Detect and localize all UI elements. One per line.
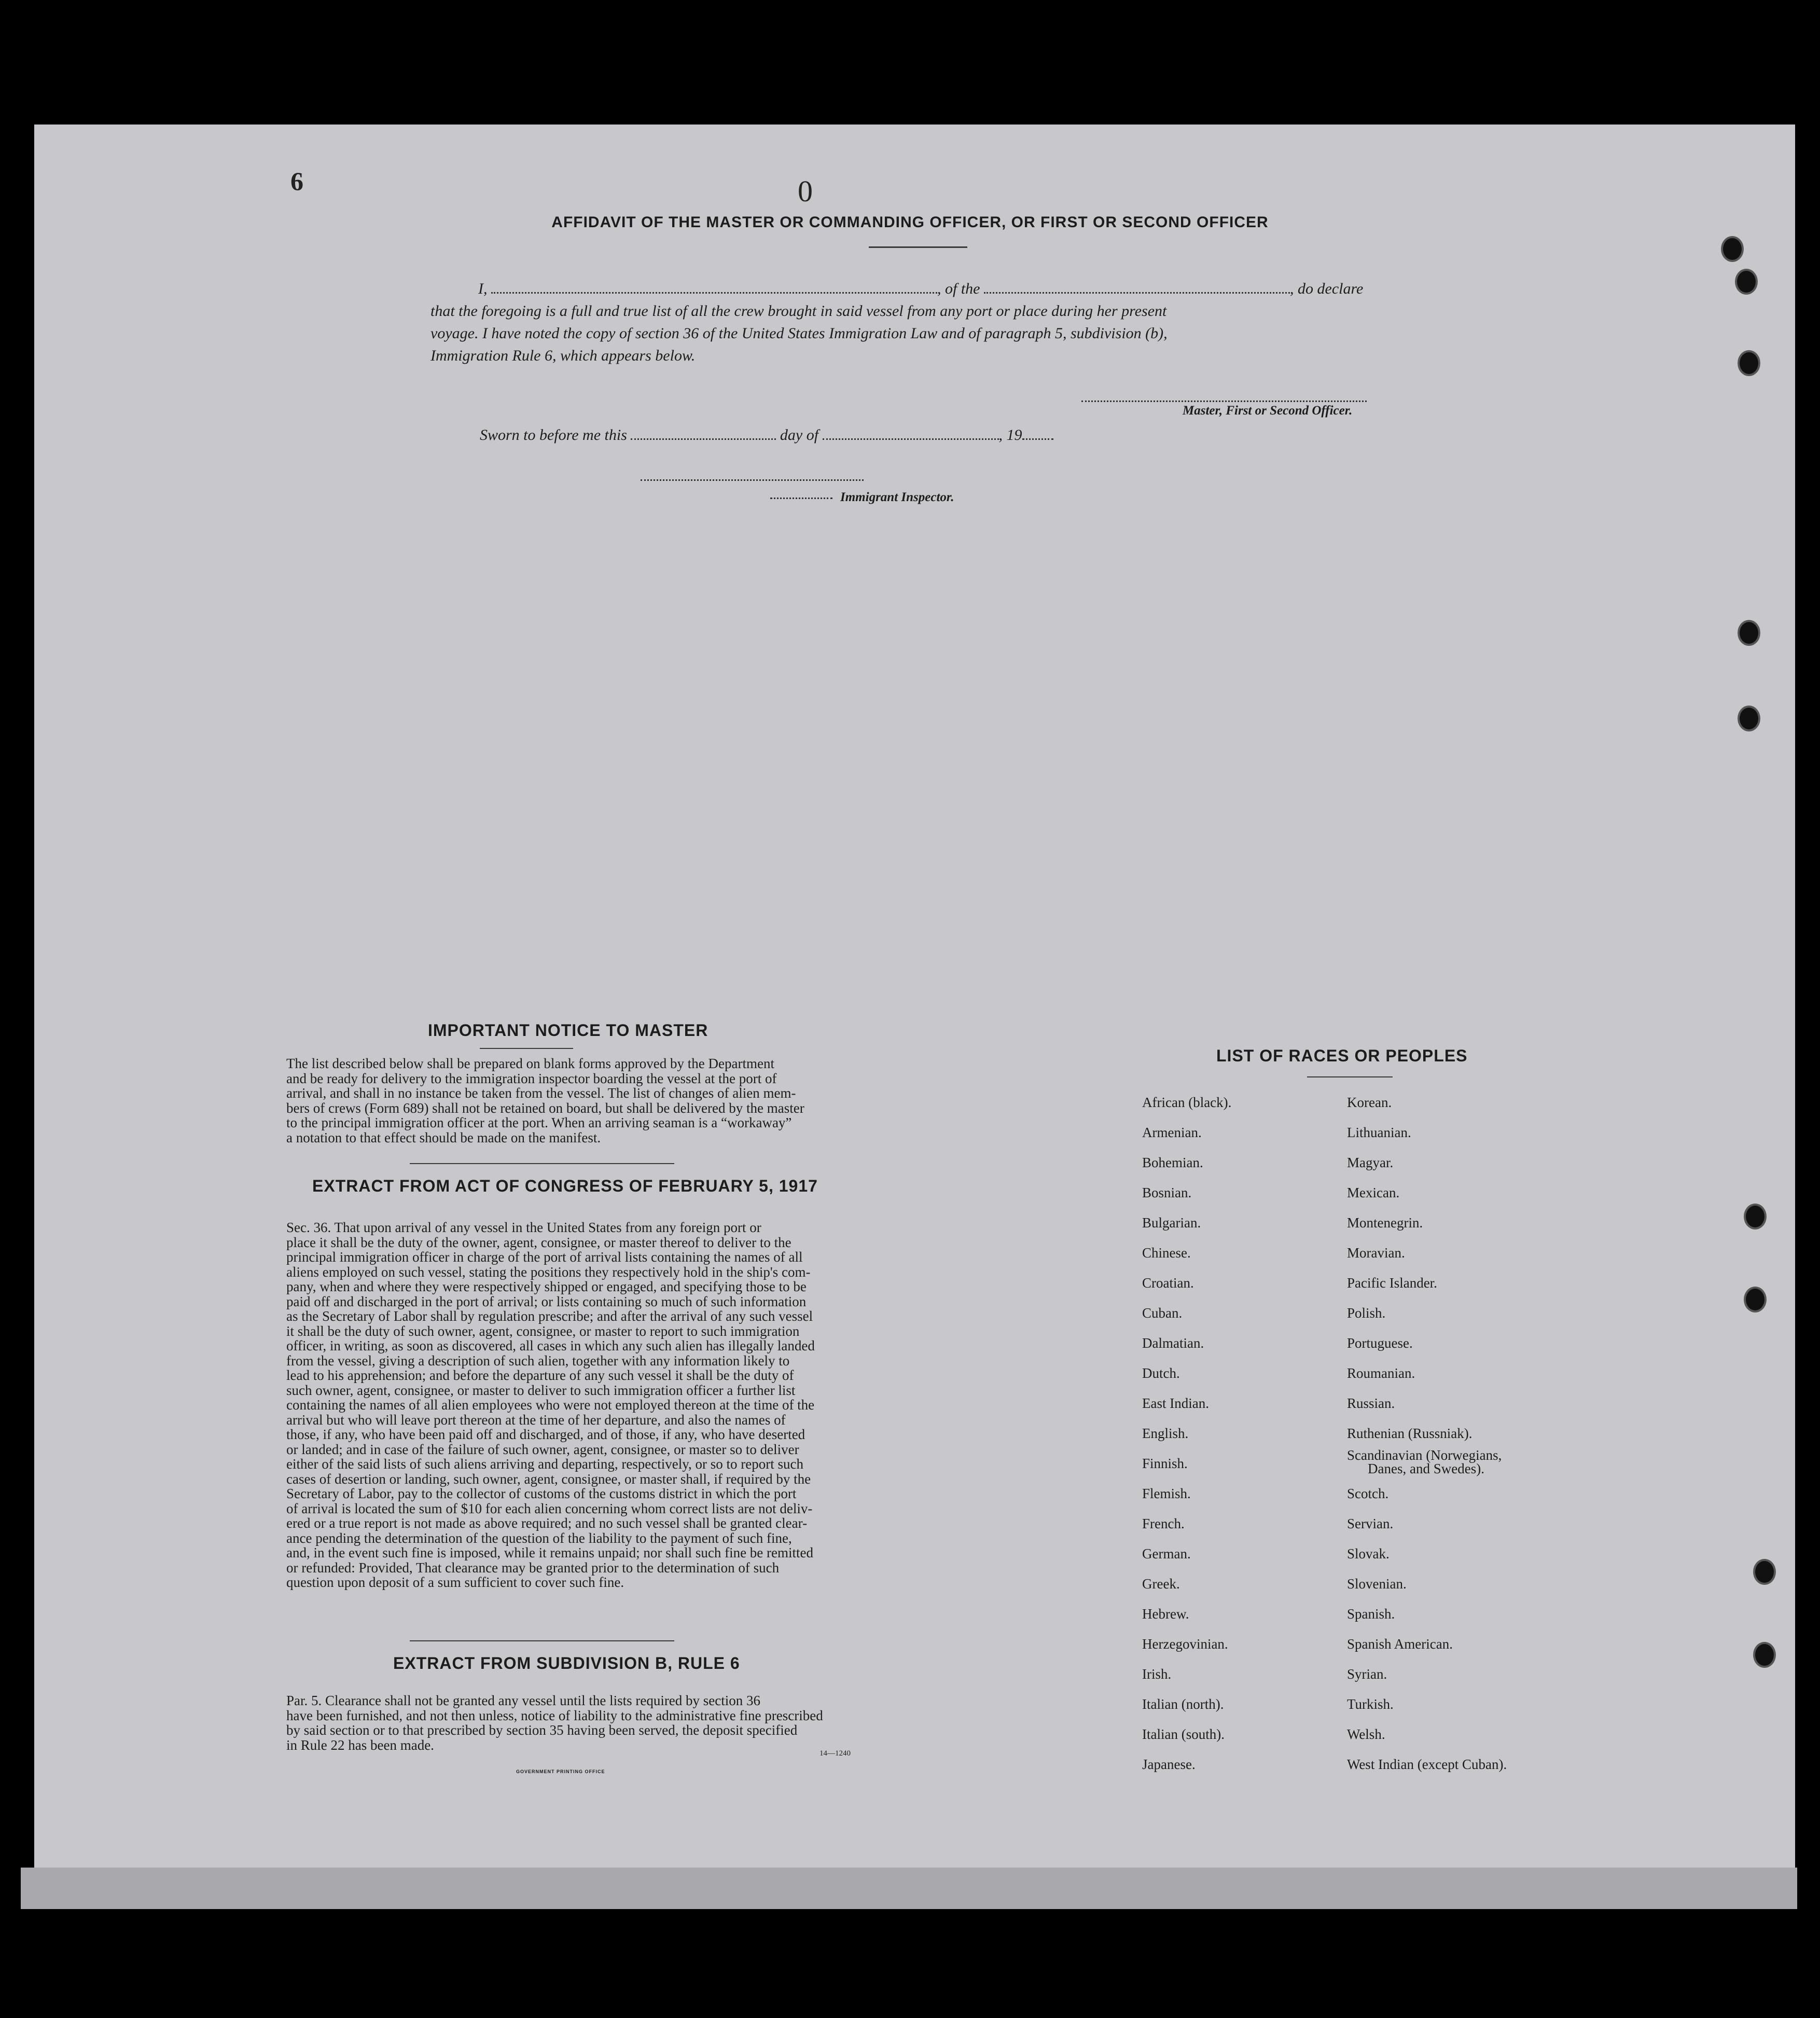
race-item: Pacific Islander.: [1347, 1275, 1437, 1291]
act-body: [286, 1220, 870, 1590]
notice-body: [286, 1056, 870, 1145]
race-item: Bohemian.: [1142, 1155, 1203, 1170]
race-item: Montenegrin.: [1347, 1215, 1423, 1231]
day-blank: [631, 436, 776, 440]
act-line: either of the said lists of such aliens arriving and departing, respectively, or so to report such: [286, 1456, 803, 1472]
race-item: Spanish.: [1347, 1606, 1395, 1622]
race-item: Chinese.: [1142, 1245, 1191, 1261]
notice-line: a notation to that effect should be made on the manifest.: [286, 1129, 601, 1145]
punch-hole: [1738, 706, 1760, 731]
race-item: English.: [1142, 1426, 1189, 1441]
affidavit-line-2: that the foregoing is a full and true list of all the crew brought in said vessel from any port or place during her present: [430, 302, 1167, 320]
race-item: Ruthenian (Russniak).: [1347, 1426, 1472, 1441]
rule-line: by said section or to that prescribed by section 35 having been served, the deposit specified: [286, 1722, 798, 1738]
name-blank: [491, 290, 937, 294]
inspector-dots: [770, 495, 832, 499]
rule-title: EXTRACT FROM SUBDIVISION B, RULE 6: [393, 1654, 740, 1673]
act-line: lead to his apprehension; and before the departure of any such vessel it shall be the duty of: [286, 1367, 794, 1383]
race-item: Lithuanian.: [1347, 1125, 1411, 1140]
notice-line: The list described below shall be prepared on blank forms approved by the Department: [286, 1056, 774, 1071]
race-item: Irish.: [1142, 1666, 1172, 1682]
rule-line: have been furnished, and not then unless, notice of liability to the administrative fine prescribed: [286, 1707, 823, 1723]
race-item: Italian (south).: [1142, 1726, 1225, 1742]
act-title: EXTRACT FROM ACT OF CONGRESS OF FEBRUARY 5, 1917: [312, 1177, 818, 1195]
race-item: Polish.: [1347, 1305, 1386, 1321]
inspector-caption: Immigrant Inspector.: [840, 490, 954, 504]
race-item: Hebrew.: [1142, 1606, 1189, 1622]
rule-line: Par. 5. Clearance shall not be granted any vessel until the lists required by section 36: [286, 1693, 761, 1708]
race-item: Turkish.: [1347, 1696, 1394, 1712]
race-item: Herzegovinian.: [1142, 1636, 1228, 1652]
act-line: ance pending the determination of the question of the liability to the payment of such fine,: [286, 1530, 792, 1546]
sworn-line: [480, 426, 1053, 444]
races-rule: [1307, 1076, 1393, 1077]
punch-hole: [1753, 1559, 1776, 1585]
race-item: Servian.: [1347, 1516, 1394, 1531]
race-item: Portuguese.: [1347, 1335, 1413, 1351]
act-line: officer, in writing, as soon as discovered, all cases in which any such alien has illegally landed: [286, 1338, 815, 1353]
act-line: or refunded: Provided, That clearance may be granted prior to the determination of such: [286, 1559, 780, 1575]
affidavit-line-3: voyage. I have noted the copy of section 36 of the United States Immigration Law and of paragraph 5, subdivision (b),: [430, 325, 1168, 342]
act-line: and, in the event such fine is imposed, while it remains unpaid; nor shall such fine be remitted: [286, 1545, 814, 1560]
notice-title: IMPORTANT NOTICE TO MASTER: [428, 1021, 708, 1040]
sheet-edge: [21, 1868, 1797, 1909]
race-item: Slovak.: [1347, 1546, 1390, 1561]
act-line: those, if any, who have been paid off and discharged, and of those, if any, who have deserted: [286, 1427, 805, 1442]
form-number: 14—1240: [819, 1749, 851, 1758]
i-label: I,: [478, 280, 488, 297]
act-line: aliens employed on such vessel, stating the positions they respectively hold in the ship's com-: [286, 1264, 811, 1280]
act-line: from the vessel, giving a description of such alien, together with any information likely to: [286, 1352, 790, 1369]
race-item: Cuban.: [1142, 1305, 1183, 1321]
year-label: , 19: [998, 426, 1022, 444]
act-line: question upon deposit of a sum sufficient to cover such fine.: [286, 1574, 624, 1590]
race-item: Armenian.: [1142, 1125, 1202, 1140]
race-item: African (black).: [1142, 1095, 1232, 1110]
act-line: principal immigration officer in charge of the port of arrival lists containing the names of all: [286, 1249, 803, 1265]
race-item: Moravian.: [1347, 1245, 1405, 1261]
race-item: Mexican.: [1347, 1185, 1400, 1200]
notice-line: to the principal immigration officer at the port. When an arriving seaman is a “workaway”: [286, 1115, 792, 1130]
affidavit-title: AFFIDAVIT OF THE MASTER OR COMMANDING OFFICER, OR FIRST OR SECOND OFFICER: [551, 214, 1269, 231]
notice-line: bers of crews (Form 689) shall not be retained on board, but shall be delivered by the master: [286, 1100, 804, 1116]
act-divider: [410, 1640, 674, 1641]
document-sheet: [34, 125, 1795, 1868]
rule-line: in Rule 22 has been made.: [286, 1737, 434, 1753]
act-line: or landed; and in case of the failure of such owner, agent, consignee, or master so to deliver: [286, 1441, 799, 1457]
race-item: Flemish.: [1142, 1486, 1191, 1501]
act-line: pany, when and where they were respectively shipped or engaged, and specifying those to be: [286, 1279, 807, 1294]
of-the-label: , of the: [937, 280, 980, 297]
race-item-scandinavian: [1347, 1448, 1502, 1475]
act-line: place it shall be the duty of the owner, agent, consignee, or master thereof to deliver to the: [286, 1234, 791, 1250]
race-item-continuation: Danes, and Swedes).: [1368, 1461, 1484, 1476]
race-item: Dutch.: [1142, 1365, 1180, 1381]
race-item: Spanish American.: [1347, 1636, 1453, 1652]
race-item: Finnish.: [1142, 1456, 1188, 1471]
punch-hole: [1744, 1204, 1767, 1229]
signature-caption: Master, First or Second Officer.: [1183, 404, 1353, 418]
race-item: East Indian.: [1142, 1395, 1209, 1411]
affidavit-line-4: Immigration Rule 6, which appears below.: [430, 347, 696, 364]
notice-line: arrival, and shall in no instance be taken from the vessel. The list of changes of alien mem-: [286, 1085, 796, 1101]
races-title: LIST OF RACES OR PEOPLES: [1216, 1046, 1468, 1065]
act-line: cases of desertion or landing, such owner, agent, consignee, or master shall, if required by the: [286, 1471, 811, 1487]
race-item: Scandinavian (Norwegians,: [1347, 1447, 1502, 1463]
race-item: Bulgarian.: [1142, 1215, 1201, 1231]
race-item: Korean.: [1347, 1095, 1392, 1110]
notice-line: and be ready for delivery to the immigration inspector boarding the vessel at the port of: [286, 1070, 777, 1086]
act-line: as the Secretary of Labor shall by regulation prescribe; and after the arrival of any such vessel: [286, 1308, 813, 1324]
act-line: of arrival is located the sum of $10 for each alien concerning whom correct lists are not deliv-: [286, 1500, 813, 1516]
race-item: Scotch.: [1347, 1486, 1389, 1501]
race-item: Slovenian.: [1347, 1576, 1407, 1592]
act-line: it shall be the duty of such owner, agent, consignee, or master to report to such immigration: [286, 1323, 800, 1339]
punch-hole: [1753, 1642, 1776, 1668]
inspector-line: [641, 477, 864, 481]
month-blank: [823, 436, 999, 440]
act-line: containing the names of all alien employees who were not employed thereon at the time of the: [286, 1397, 815, 1413]
race-item: Greek.: [1142, 1576, 1180, 1592]
do-declare-label: , do declare: [1290, 280, 1364, 297]
vessel-blank: [984, 290, 1290, 294]
signature-line: [1081, 398, 1367, 402]
race-item: Welsh.: [1347, 1726, 1385, 1742]
rule-body: [286, 1693, 870, 1752]
race-item: Bosnian.: [1142, 1185, 1192, 1200]
punch-hole: [1744, 1287, 1767, 1312]
punch-hole: [1735, 269, 1758, 295]
race-item: Roumanian.: [1347, 1365, 1415, 1381]
race-item: Dalmatian.: [1142, 1335, 1204, 1351]
notice-divider: [410, 1163, 674, 1164]
notice-rule: [480, 1048, 573, 1049]
race-item: French.: [1142, 1516, 1185, 1531]
race-item: Japanese.: [1142, 1757, 1196, 1772]
punch-hole: [1738, 350, 1760, 376]
page-center-mark: 0: [798, 174, 813, 208]
act-line: such owner, agent, consignee, or master to deliver to such immigration officer a further list: [286, 1382, 796, 1398]
year-blank: [1022, 436, 1053, 440]
printer-imprint: GOVERNMENT PRINTING OFFICE: [516, 1769, 605, 1774]
punch-hole: [1721, 236, 1744, 262]
race-item: Italian (north).: [1142, 1696, 1224, 1712]
page-number-mark: 6: [290, 167, 303, 196]
race-item: German.: [1142, 1546, 1191, 1561]
race-item: West Indian (except Cuban).: [1347, 1757, 1507, 1772]
affidavit-statement: [430, 278, 1411, 367]
day-of-label: day of: [780, 426, 819, 444]
punch-hole: [1738, 620, 1760, 646]
race-item: Croatian.: [1142, 1275, 1194, 1291]
race-item: Syrian.: [1347, 1666, 1387, 1682]
title-rule: [869, 246, 967, 248]
sworn-label: Sworn to before me this: [480, 426, 627, 444]
race-item: Magyar.: [1347, 1155, 1394, 1170]
act-line: arrival but who will leave port thereon at the time of her departure, and also the names of: [286, 1412, 786, 1428]
act-line: paid off and discharged in the port of arrival; or lists containing so much of such information: [286, 1293, 807, 1309]
race-item: Russian.: [1347, 1395, 1395, 1411]
act-line: Sec. 36. That upon arrival of any vessel in the United States from any foreign port or: [286, 1220, 761, 1235]
act-line: ered or a true report is not made as above required; and no such vessel shall be granted clear-: [286, 1515, 808, 1531]
act-line: Secretary of Labor, pay to the collector of customs of the customs district in which the port: [286, 1486, 797, 1501]
